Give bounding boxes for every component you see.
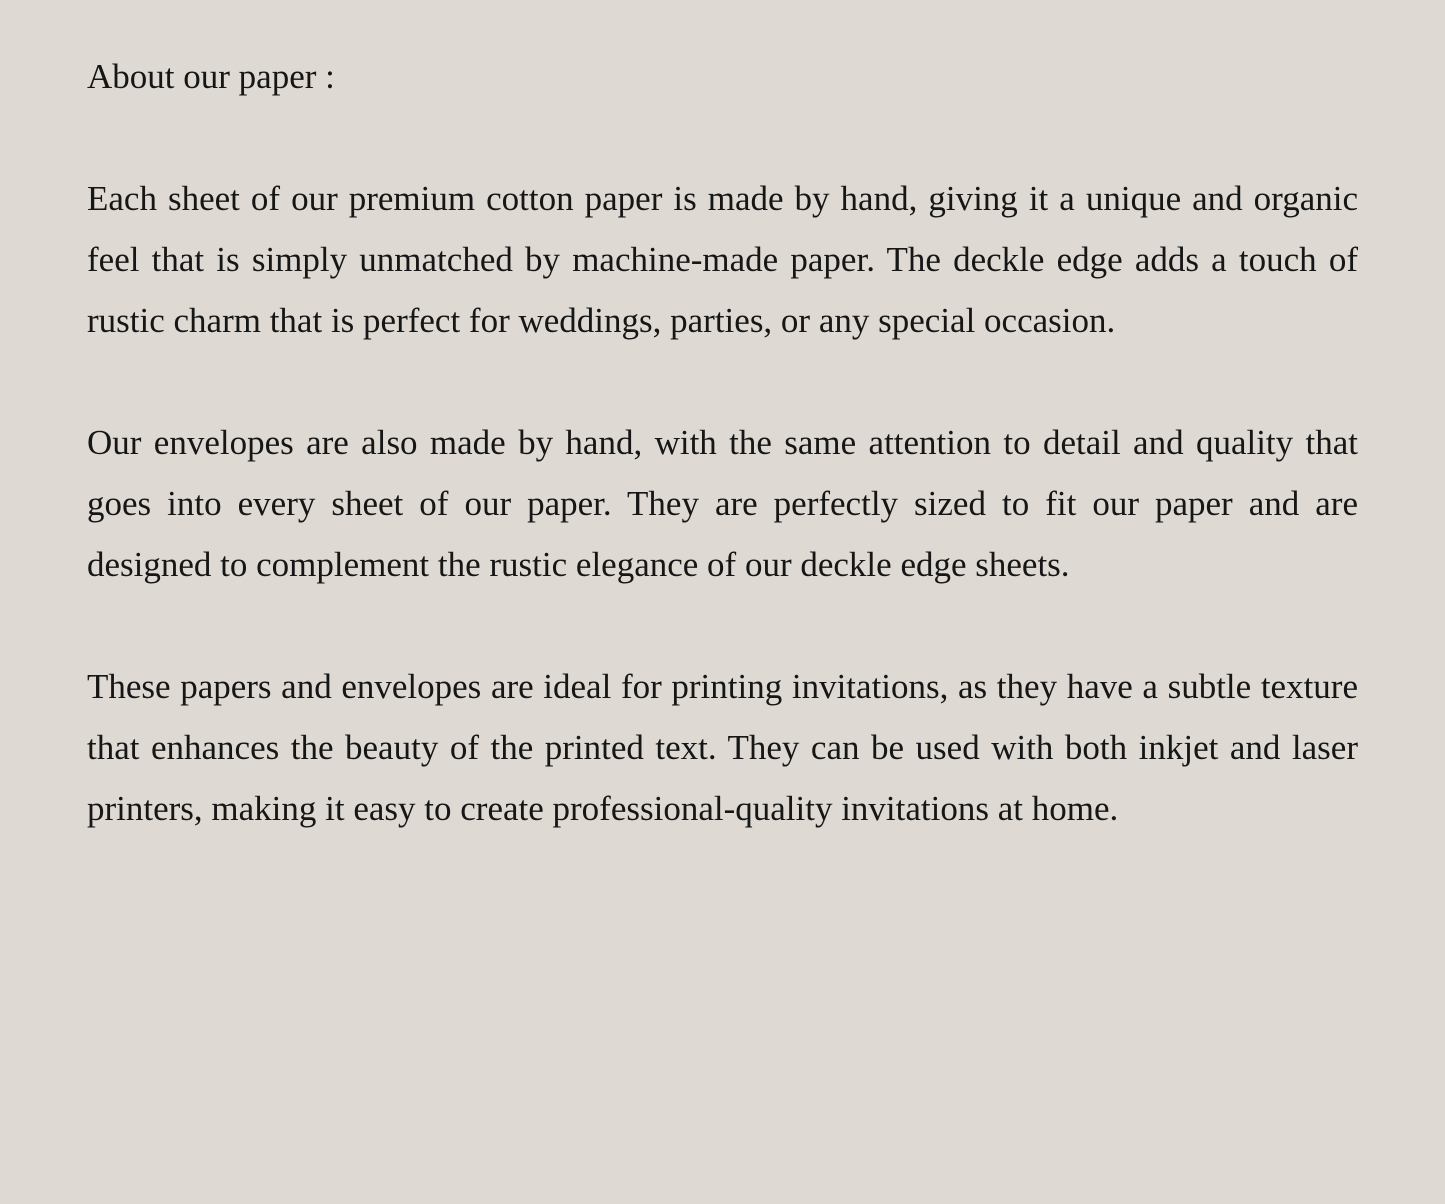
paragraph-envelopes: Our envelopes are also made by hand, with the same attention to detail and quality that goes into every sheet of our paper. They are perfectly sized to fit our paper and are designed to complement the rustic elegance of our deckle edge sheets.: [87, 423, 1358, 584]
paragraph-printing-invitations: These papers and envelopes are ideal for printing invitations, as they have a subtle texture that enhances the beauty of the printed text. They can be used with both inkjet and laser printers, making it easy to create professional-quality invitations at home.: [87, 667, 1358, 828]
about-paper-heading: About our paper :: [87, 57, 335, 96]
paragraph-handmade-paper: Each sheet of our premium cotton paper is made by hand, giving it a unique and organic feel that is simply unmatched by machine-made paper. The deckle edge adds a touch of rustic charm that is perfect for weddings, parties, or any special occasion.: [87, 179, 1358, 340]
